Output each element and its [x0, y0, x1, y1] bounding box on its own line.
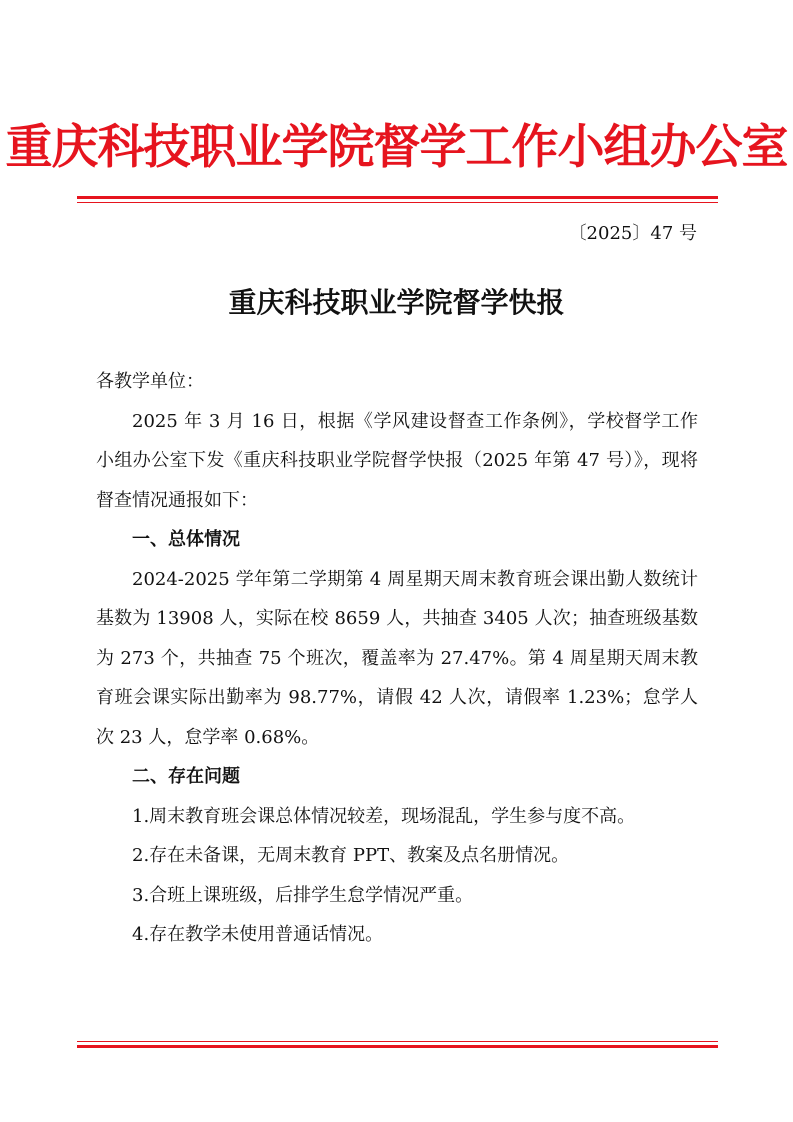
problem-item-4: 4.存在教学未使用普通话情况。: [132, 924, 384, 945]
section-heading-overview: 一、总体情况: [132, 529, 240, 550]
problem-item-2: 2.存在未备课，无周末教育 PPT、教案及点名册情况。: [132, 845, 570, 866]
document-body: [96, 362, 698, 955]
salutation: 各教学单位：: [96, 371, 204, 392]
section-heading-problems: 二、存在问题: [132, 766, 240, 787]
overview-paragraph: 2024-2025 学年第二学期第 4 周星期天周末教育班会课出勤人数统计基数为 13908 人，实际在校 8659 人，共抽查 3405 人次；抽查班级基数为 273 个，共抽查 75 个班次，覆盖率为 27.47%。第 4 周星期天周末教育班会课实际出勤率为 98.77%，请假 42 人次，请假率 1.23%；怠学人次 23 人，怠学率 0.68%。: [96, 568, 698, 748]
problem-item-1: 1.周末教育班会课总体情况较差，现场混乱，学生参与度不高。: [132, 805, 636, 827]
header-divider-thin: [77, 202, 718, 203]
document-number: 〔2025〕47 号: [568, 223, 697, 244]
footer-divider-thin: [77, 1041, 718, 1042]
header-divider-thick: [77, 196, 718, 199]
office-masthead: 重庆科技职业学院督学工作小组办公室: [5, 120, 788, 175]
footer-divider-thick: [77, 1045, 718, 1048]
intro-paragraph: 2025 年 3 月 16 日，根据《学风建设督查工作条例》，学校督学工作小组办公室下发《重庆科技职业学院督学快报（2025 年第 47 号）》，现将督查情况通报如下：: [96, 410, 698, 511]
document-title: 重庆科技职业学院督学快报: [228, 286, 565, 319]
problem-item-3: 3.合班上课班级，后排学生怠学情况严重。: [132, 884, 474, 906]
